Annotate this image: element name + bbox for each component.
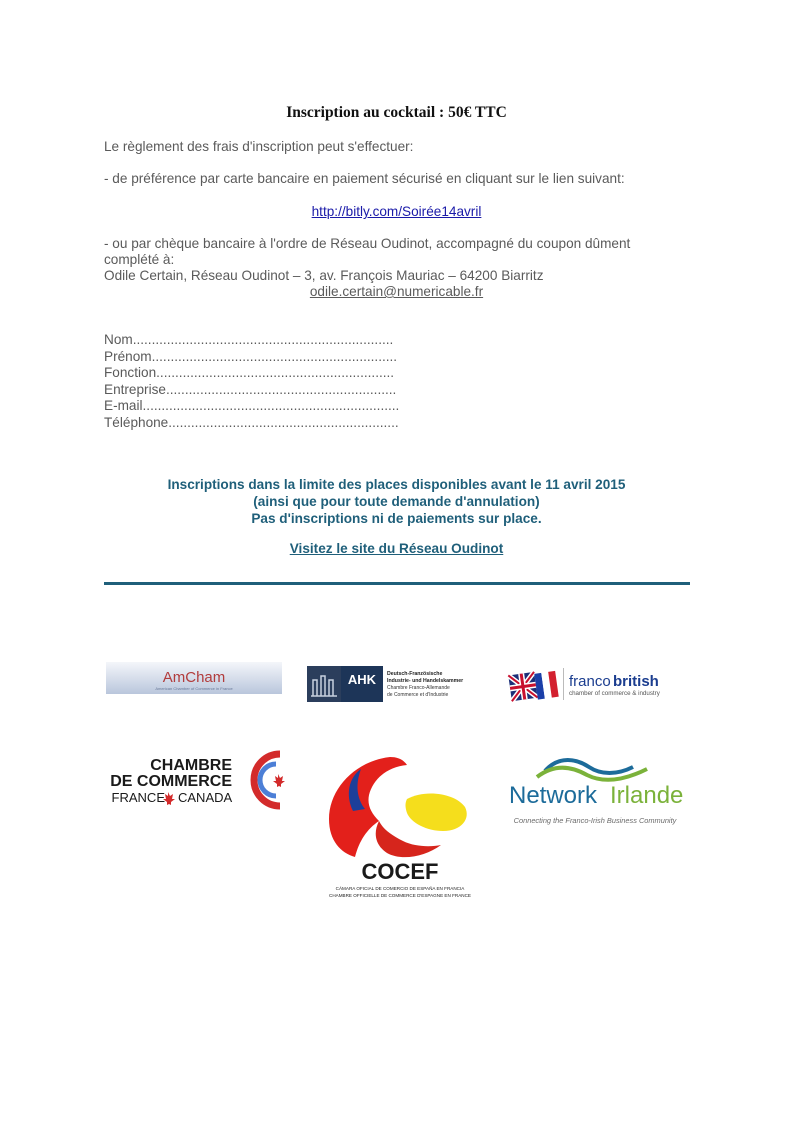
networkirlande-logo-name-a: Network [509,782,598,809]
ahk-logo-name: AHK [347,672,377,687]
page-title: Inscription au cocktail : 50€ TTC [286,104,507,121]
payment-intro: Le règlement des frais d'inscription peut s'effectuer: [104,139,414,154]
email-link[interactable]: odile.certain@numericable.fr [309,284,484,299]
ccfc-logo-line2: DE COMMERCE [110,773,232,790]
francobritish-logo-name-a: franco [569,673,611,690]
ccfc-logo-line3a: FRANCE [111,790,165,805]
payment-option-card: - de préférence par carte bancaire en paiement sécurisé en cliquant sur le lien suivant: [104,171,625,186]
networkirlande-logo [507,749,685,829]
ahk-logo [307,666,482,702]
registration-notice [0,476,793,527]
cocef-logo [315,749,485,901]
card-link-line [0,204,793,220]
ccfc-logo-line3b: CANADA [178,790,233,805]
ahk-logo-line2: Industrie- und Handelskammer [387,678,464,684]
francobritish-logo-name-b: british [613,673,659,690]
form-field-entreprise: Entreprise............................................................. [104,381,397,397]
form-field-telephone: Téléphone............................................................. [104,414,399,430]
ccfc-logo [110,744,290,814]
section-divider [104,582,690,585]
visit-site-link[interactable]: Visitez le site du Réseau Oudinot [289,541,504,556]
form-field-prenom: Prénom................................................................. [104,348,398,364]
form-field-email: E-mail.................................................................... [104,398,400,414]
mailing-address: Odile Certain, Réseau Oudinot – 3, av. François Mauriac – 64200 Biarritz [104,268,544,283]
francobritish-logo [504,664,684,706]
email-line [0,284,793,300]
amcham-logo-sub: American Chamber of Commerce in France [155,686,233,691]
amcham-logo-name: AmCham [162,669,226,686]
ahk-logo-line3: Chambre Franco-Allemande [387,685,450,691]
cocef-logo-name: COCEF [361,859,439,884]
form-field-fonction: Fonction............................................................... [104,365,395,381]
networkirlande-logo-name-b: Irlande [610,782,684,809]
francobritish-logo-sub: chamber of commerce & industry [569,690,660,697]
ahk-logo-line4: de Commerce et d'Industrie [387,692,449,698]
card-payment-link[interactable]: http://bitly.com/Soirée14avril [311,204,482,219]
cocef-logo-line2: CHAMBRE OFFICIELLE DE COMMERCE D'ESPAGNE EN FRANCE [329,893,471,898]
ahk-logo-line1: Deutsch-Französische [387,671,443,677]
ccfc-logo-line1: CHAMBRE [150,757,232,774]
networkirlande-logo-sub: Connecting the Franco-Irish Business Community [513,816,677,825]
notice-line-deadline: Inscriptions dans la limite des places disponibles avant le 11 avril 2015 [167,477,626,492]
notice-line-cancel: (ainsi que pour toute demande d'annulation) [253,494,540,509]
form-field-nom: Nom..................................................................... [104,332,394,347]
payment-option-cheque: - ou par chèque bancaire à l'ordre de Réseau Oudinot, accompagné du coupon dûment [104,236,631,251]
registration-form [104,332,399,432]
notice-line-onsite: Pas d'inscriptions ni de paiements sur place. [251,511,542,526]
payment-option-cheque-cont: complété à: [104,252,175,267]
amcham-logo [106,662,282,694]
cocef-logo-line1: CÁMARA OFICIAL DE COMERCIO DE ESPAÑA EN FRANCIA [335,886,465,891]
